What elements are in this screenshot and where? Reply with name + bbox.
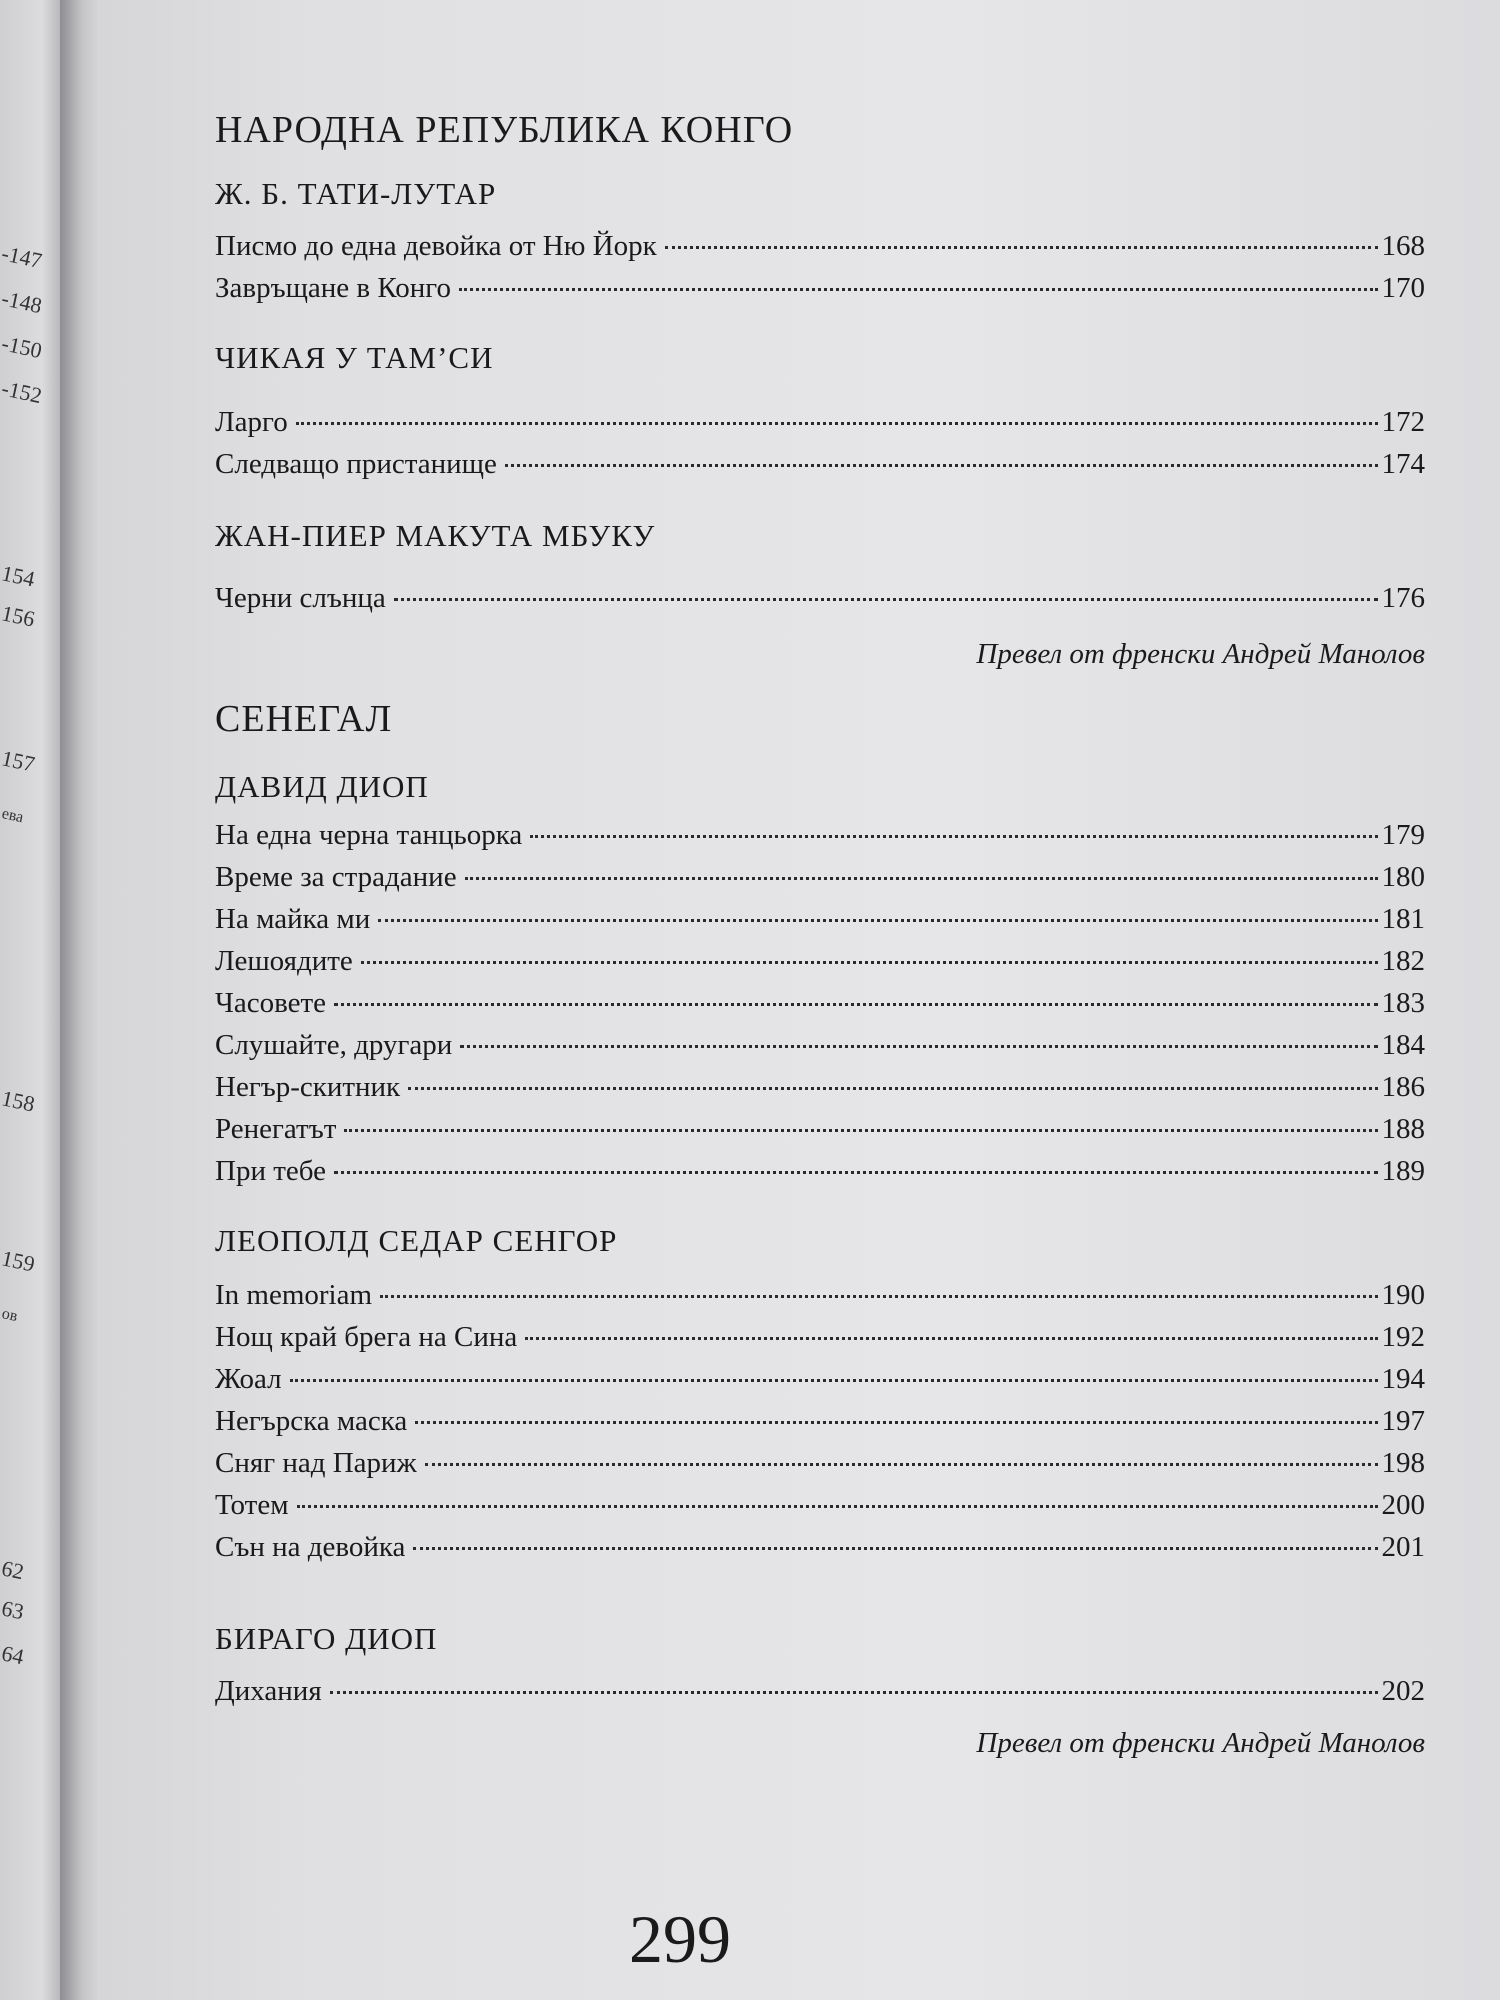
toc-entry bbox=[215, 1531, 1425, 1573]
toc-entry bbox=[215, 1155, 1425, 1197]
toc-entry bbox=[215, 987, 1425, 1029]
margin-fragment: 64 bbox=[0, 1640, 27, 1670]
dot-leader bbox=[459, 288, 1378, 291]
entry-title: На майка ми bbox=[215, 903, 371, 935]
toc-entry bbox=[215, 1071, 1425, 1113]
toc-entry bbox=[215, 272, 1425, 314]
entry-page: 201 bbox=[1381, 1531, 1425, 1563]
entry-page: 182 bbox=[1381, 945, 1425, 977]
dot-leader bbox=[296, 422, 1378, 425]
margin-fragment: -147 bbox=[0, 240, 45, 274]
dot-leader bbox=[394, 598, 1378, 601]
book-gutter bbox=[60, 0, 100, 2000]
margin-fragment: 157 bbox=[0, 745, 37, 777]
margin-fragment: -150 bbox=[0, 330, 45, 364]
entry-title: Слушайте, другари bbox=[215, 1029, 453, 1061]
dot-leader bbox=[525, 1337, 1377, 1340]
margin-fragment: ов bbox=[0, 1305, 20, 1326]
toc-entry bbox=[215, 1029, 1425, 1071]
dot-leader bbox=[425, 1463, 1378, 1466]
entry-page: 200 bbox=[1381, 1489, 1425, 1521]
entry-title: Сняг над Париж bbox=[215, 1447, 417, 1479]
entry-title: Негър-скитник bbox=[215, 1071, 401, 1103]
entry-page: 186 bbox=[1381, 1071, 1425, 1103]
entry-title: In memoriam bbox=[215, 1279, 373, 1311]
entry-title: Ренегатът bbox=[215, 1113, 337, 1145]
entry-title: Ларго bbox=[215, 406, 288, 438]
entry-title: При тебе bbox=[215, 1155, 327, 1187]
entry-title: Време за страдание bbox=[215, 861, 457, 893]
page-number-text: 299 bbox=[629, 1901, 731, 1977]
entry-page: 179 bbox=[1381, 819, 1425, 851]
entry-page: 176 bbox=[1381, 582, 1425, 614]
toc-entry bbox=[215, 582, 1425, 624]
dot-leader bbox=[505, 464, 1378, 467]
dot-leader bbox=[465, 877, 1378, 880]
entry-title: Лешоядите bbox=[215, 945, 353, 977]
toc-entry bbox=[215, 945, 1425, 987]
author-heading: ЖАН-ПИЕР МАКУТА МБУКУ bbox=[215, 518, 656, 553]
entry-page: 168 bbox=[1381, 230, 1425, 262]
dot-leader bbox=[380, 1295, 1377, 1298]
entry-page: 202 bbox=[1381, 1675, 1425, 1707]
margin-fragment: 156 bbox=[0, 600, 37, 632]
dot-leader bbox=[460, 1045, 1377, 1048]
entry-page: 174 bbox=[1381, 448, 1425, 480]
margin-fragment: 63 bbox=[0, 1595, 27, 1625]
entry-title: Завръщане в Конго bbox=[215, 272, 451, 304]
entry-page: 172 bbox=[1381, 406, 1425, 438]
country-heading: НАРОДНА РЕПУБЛИКА КОНГО bbox=[215, 109, 794, 151]
left-facing-page bbox=[0, 0, 60, 2000]
toc-entry bbox=[215, 1321, 1425, 1363]
margin-fragment: -152 bbox=[0, 375, 45, 409]
entry-title: Сън на девойка bbox=[215, 1531, 406, 1563]
entry-title: На една черна танцьорка bbox=[215, 819, 523, 851]
country-heading: СЕНЕГАЛ bbox=[215, 698, 393, 740]
dot-leader bbox=[665, 246, 1378, 249]
translator-credit: Превел от френски Андрей Манолов bbox=[976, 1727, 1425, 1759]
entry-page: 198 bbox=[1381, 1447, 1425, 1479]
toc-entry bbox=[215, 1447, 1425, 1489]
entry-title: Следващо пристанище bbox=[215, 448, 497, 480]
toc-entry bbox=[215, 1363, 1425, 1405]
entry-title: Нощ край брега на Сина bbox=[215, 1321, 518, 1353]
dot-leader bbox=[413, 1547, 1377, 1550]
entry-page: 181 bbox=[1381, 903, 1425, 935]
toc-entry bbox=[215, 1489, 1425, 1531]
margin-fragment: -148 bbox=[0, 285, 45, 319]
toc-entry bbox=[215, 1675, 1425, 1717]
dot-leader bbox=[290, 1379, 1378, 1382]
entry-title: Часовете bbox=[215, 987, 327, 1019]
entry-page: 194 bbox=[1381, 1363, 1425, 1395]
table-of-contents bbox=[215, 100, 1425, 1760]
author-heading: ЧИКАЯ У ТАМ’СИ bbox=[215, 340, 494, 375]
toc-entry bbox=[215, 819, 1425, 861]
dot-leader bbox=[330, 1691, 1378, 1694]
dot-leader bbox=[408, 1087, 1377, 1090]
toc-entry bbox=[215, 230, 1425, 272]
dot-leader bbox=[297, 1505, 1378, 1508]
toc-entry bbox=[215, 448, 1425, 490]
entry-page: 180 bbox=[1381, 861, 1425, 893]
entry-page: 190 bbox=[1381, 1279, 1425, 1311]
dot-leader bbox=[378, 919, 1377, 922]
entry-title: Писмо до една девойка от Ню Йорк bbox=[215, 230, 657, 262]
toc-entry bbox=[215, 1279, 1425, 1321]
dot-leader bbox=[344, 1129, 1377, 1132]
entry-page: 189 bbox=[1381, 1155, 1425, 1187]
entry-page: 170 bbox=[1381, 272, 1425, 304]
dot-leader bbox=[415, 1421, 1377, 1424]
entry-title: Тотем bbox=[215, 1489, 289, 1521]
translator-credit: Превел от френски Андрей Манолов bbox=[976, 638, 1425, 670]
dot-leader bbox=[334, 1003, 1377, 1006]
dot-leader bbox=[334, 1171, 1377, 1174]
margin-fragment: ева bbox=[0, 805, 25, 827]
entry-page: 183 bbox=[1381, 987, 1425, 1019]
entry-title: Дихания bbox=[215, 1675, 322, 1707]
margin-fragment: 159 bbox=[0, 1245, 37, 1277]
toc-entry bbox=[215, 903, 1425, 945]
entry-title: Жоал bbox=[215, 1363, 282, 1395]
entry-page: 188 bbox=[1381, 1113, 1425, 1145]
entry-title: Негърска маска bbox=[215, 1405, 408, 1437]
author-heading: Ж. Б. ТАТИ-ЛУТАР bbox=[215, 176, 497, 211]
toc-entry bbox=[215, 1405, 1425, 1447]
margin-fragment: 62 bbox=[0, 1555, 27, 1585]
margin-fragment: 158 bbox=[0, 1085, 37, 1117]
entry-page: 192 bbox=[1381, 1321, 1425, 1353]
dot-leader bbox=[361, 961, 1378, 964]
dot-leader bbox=[530, 835, 1377, 838]
book-page bbox=[100, 0, 1500, 2000]
toc-entry bbox=[215, 861, 1425, 903]
toc-entry bbox=[215, 406, 1425, 448]
entry-title: Черни слънца bbox=[215, 582, 386, 614]
toc-entry bbox=[215, 1113, 1425, 1155]
entry-page: 197 bbox=[1381, 1405, 1425, 1437]
author-heading: БИРАГО ДИОП bbox=[215, 1621, 438, 1656]
author-heading: ЛЕОПОЛД СЕДАР СЕНГОР bbox=[215, 1223, 618, 1258]
page-number bbox=[100, 1900, 1500, 1979]
entry-page: 184 bbox=[1381, 1029, 1425, 1061]
margin-fragment: 154 bbox=[0, 560, 37, 592]
author-heading: ДАВИД ДИОП bbox=[215, 769, 429, 804]
